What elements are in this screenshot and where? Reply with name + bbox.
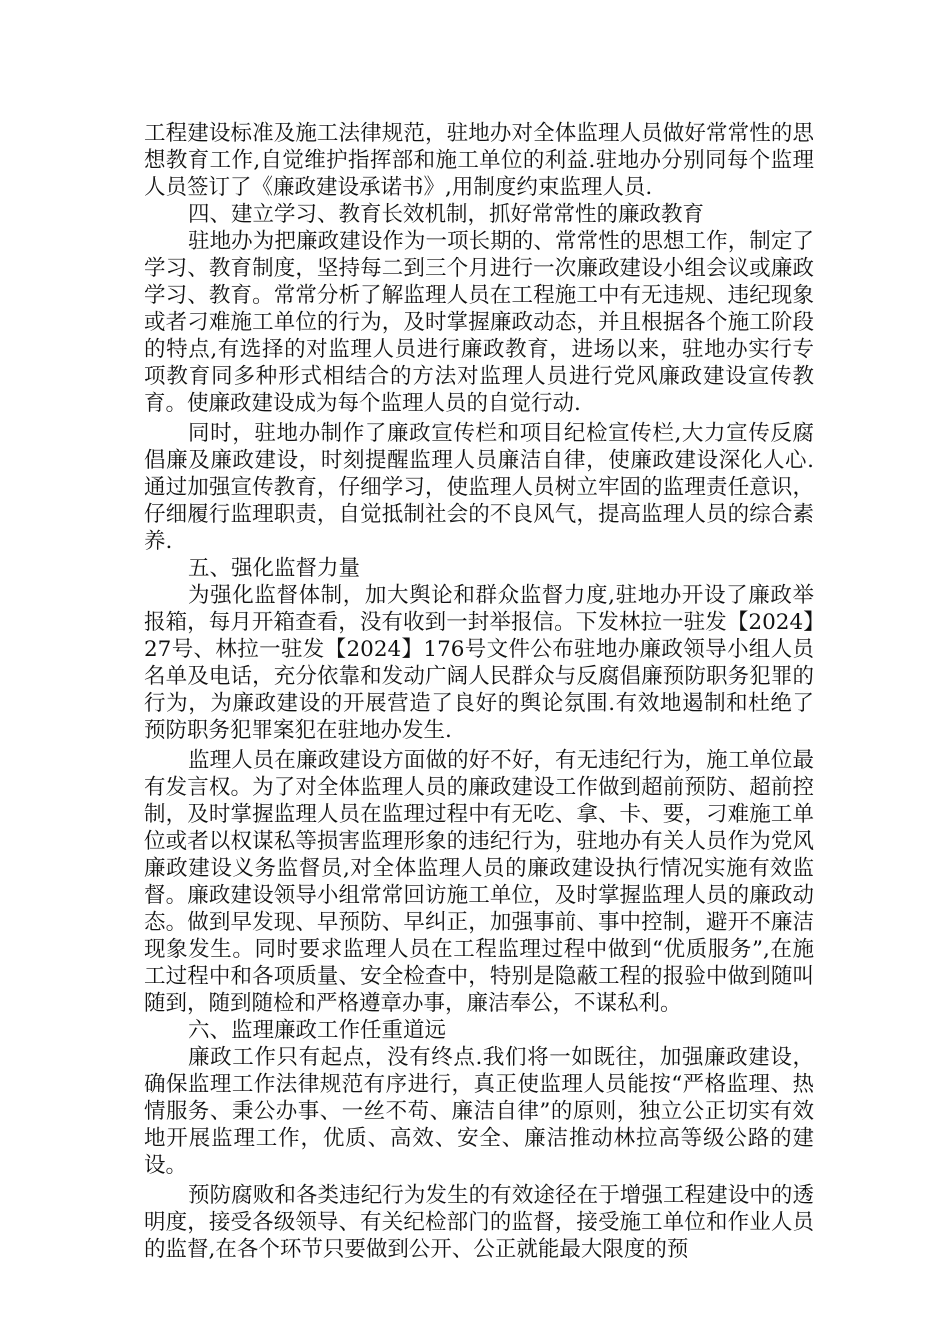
paragraph-supervision: 为强化监督体制，加大舆论和群众监督力度,驻地办开设了廉政举报箱，每月开箱查看，没有收到一封举报信。下发林拉一驻发【2024】27号、林拉一驻发【2024】176号文件公布驻地办廉政领导小组人员名单及电话，充分依靠和发动广阔人民群众与反腐倡廉预防职务犯罪的行为，为廉政建设的开展营造了良好的舆论氛围.有效地遏制和杜绝了预防职务犯罪案犯在驻地办发生.: [144, 583, 814, 743]
section-heading-5: 五、强化监督力量: [188, 556, 361, 581]
section-heading-4: 四、建立学习、教育长效机制，抓好常常性的廉政教育: [188, 202, 705, 227]
paragraph-prevention: 预防腐败和各类违纪行为发生的有效途径在于增强工程建设中的透明度，接受各级领导、有关纪检部门的监督，接受施工单位和作业人员的监督,在各个环节只要做到公开、公正就能最大限度的预: [144, 1183, 814, 1262]
paragraph-conduct: 监理人员在廉政建设方面做的好不好，有无违纪行为，施工单位最有发言权。为了对全体监理人员的廉政建设工作做到超前预防、超前控制，及时掌握监理人员在监理过程中有无吃、拿、卡、要，刁难施工单位或者以权谋私等损害监理形象的违纪行为，驻地办有关人员作为党风廉政建设义务监督员,对全体监理人员的廉政建设执行情况实施有效监督。廉政建设领导小组常常回访施工单位，及时掌握监理人员的廉政动态。做到早发现、早预防、早纠正，加强事前、事中控制，避开不廉洁现象发生。同时要求监理人员在工程监理过程中做到“优质服务”,在施工过程中和各项质量、安全检查中，特别是隐蔽工程的报验中做到随叫随到，随到随检和严格遵章办事，廉洁奉公，不谋私利。: [144, 748, 814, 1016]
paragraph-commitment: 廉政工作只有起点，没有终点.我们将一如既往，加强廉政建设，确保监理工作法律规范有序进行，真正使监理人员能按“严格监理、热情服务、秉公办事、一丝不苟、廉洁自律”的原则，独立公正切实有效地开展监理工作，优质、高效、安全、廉洁推动林拉高等级公路的建设。: [144, 1045, 814, 1178]
paragraph-continuation: 工程建设标准及施工法律规范，驻地办对全体监理人员做好常常性的思想教育工作,自觉维护指挥部和施工单位的利益.驻地办分别同每个监理人员签订了《廉政建设承诺书》,用制度约束监理人员.: [144, 121, 814, 200]
document-body: [144, 120, 814, 1263]
paragraph-education: 驻地办为把廉政建设作为一项长期的、常常性的思想工作，制定了学习、教育制度，坚持每二到三个月进行一次廉政建设小组会议或廉政学习、教育。常常分析了解监理人员在工程施工中有无违规、违纪现象或者刁难施工单位的行为，及时掌握廉政动态，并且根据各个施工阶段的特点,有选择的对监理人员进行廉政教育，进场以来，驻地办实行专项教育同多种形式相结合的方法对监理人员进行党风廉政建设宣传教育。使廉政建设成为每个监理人员的自觉行动.: [144, 229, 814, 416]
section-heading-6: 六、监理廉政工作任重道远: [188, 1018, 447, 1043]
paragraph-publicity: 同时，驻地办制作了廉政宣传栏和项目纪检宣传栏,大力宣传反腐倡廉及廉政建设，时刻提醒监理人员廉洁自律，使廉政建设深化人心.通过加强宣传教育，仔细学习，使监理人员树立牢固的监理责任意识，仔细履行监理职责，自觉抵制社会的不良风气，提高监理人员的综合素养.: [144, 421, 814, 554]
